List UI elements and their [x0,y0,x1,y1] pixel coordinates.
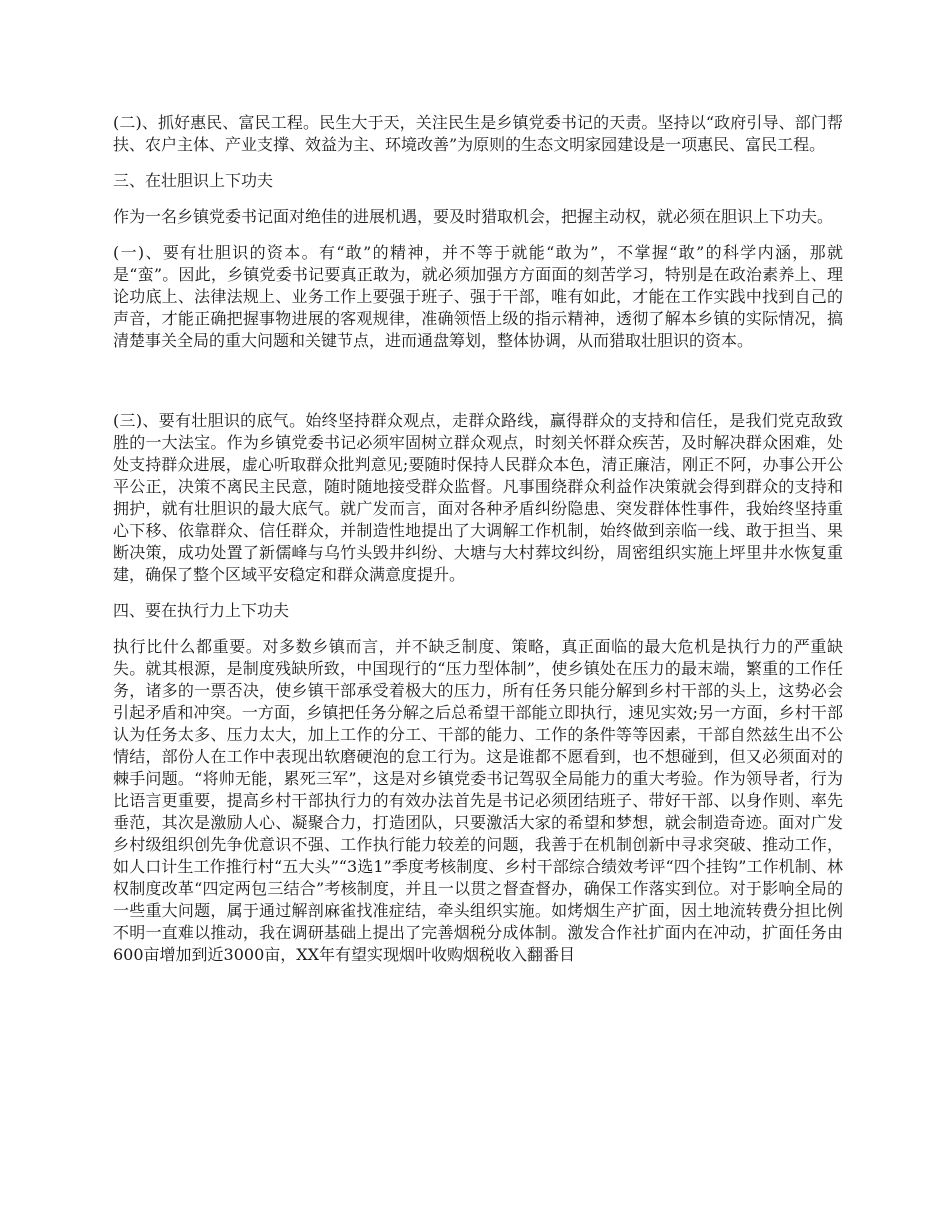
paragraph-courage-intro: 作为一名乡镇党委书记面对绝佳的进展机遇，要及时猎取机会，把握主动权，就必须在胆识上下功夫。 [113,207,834,226]
section-heading-execution: 四、要在执行力上下功夫 [113,601,290,620]
paragraph-courage-confidence: (三)、要有壮胆识的底气。始终坚持群众观点，走群众路线，赢得群众的支持和信任，是我们党克敌致胜的一大法宝。作为乡镇党委书记必须牢固树立群众观点，时刻关怀群众疾苦，及时解决群众困难，处处支持群众进展，虚心听取群众批判意见;要随时保持人民群众本色，清正廉洁，刚正不阿，办事公开公平公正，决策不离民主民意，随时随地接受群众监督。凡事围绕群众利益作决策就会得到群众的支持和拥护，就有壮胆识的最大底气。就广发而言，面对各种矛盾纠纷隐患、突发群体性事件，我始终坚持重心下移、依靠群众、信任群众，并制造性地提出了大调解工作机制，始终做到亲临一线、敢于担当、果断决策，成功处置了新儒峰与乌竹头毁井纠纷、大塘与大村葬坟纠纷，周密组织实施上坪里井水恢复重建，确保了整个区域平安稳定和群众满意度提升。 [113,411,843,584]
blank-gap [113,366,843,410]
section-heading-courage: 三、在壮胆识上下功夫 [113,171,274,190]
document-page [113,112,843,980]
paragraph-benefit-people: (二)、抓好惠民、富民工程。民生大于天，关注民生是乡镇党委书记的天责。坚持以“政府引导、部门帮扶、农户主体、产业支撑、效益为主、环境改善”为原则的生态文明家园建设是一项惠民、富民工程。 [113,113,843,154]
paragraph-courage-capital: (一)、要有壮胆识的资本。有“敢”的精神，并不等于就能“敢为”，不掌握“敢”的科学内涵，那就是“蛮”。因此，乡镇党委书记要真正敢为，就必须加强方方面面的刻苦学习，特别是在政治素养上、理论功底上、法律法规上、业务工作上要强于班子、强于干部，唯有如此，才能在工作实践中找到自己的声音，才能正确把握事物进展的客观规律，准确领悟上级的指示精神，透彻了解本乡镇的实际情况，搞清楚事关全局的重大问题和关键节点，进而通盘筹划，整体协调，从而猎取壮胆识的资本。 [113,243,843,350]
paragraph-execution: 执行比什么都重要。对多数乡镇而言，并不缺乏制度、策略，真正面临的最大危机是执行力的严重缺失。就其根源，是制度残缺所致，中国现行的“压力型体制”，使乡镇处在压力的最末端，繁重的工作任务，诸多的一票否决，使乡镇干部承受着极大的压力，所有任务只能分解到乡村干部的头上，这势必会引起矛盾和冲突。一方面，乡镇把任务分解之后总希望干部能立即执行，速见实效;另一方面，乡村干部认为任务太多、压力太大，加上工作的分工、干部的能力、工作的条件等等因素，干部自然兹生出不公情结，部份人在工作中表现出软磨硬泡的怠工行为。这是谁都不愿看到，也不想碰到，但又必须面对的棘手问题。“将帅无能，累死三军”，这是对乡镇党委书记驾驭全局能力的重大考验。作为领导者，行为比语言更重要，提高乡村干部执行力的有效办法首先是书记必须团结班子、带好干部、以身作则、率先垂范，其次是激励人心、凝聚合力，打造团队，只要激活大家的希望和梦想，就会制造奇迹。面对广发乡村级组织创先争优意识不强、工作执行能力较差的问题，我善于在机制创新中寻求突破、推动工作，如人口计生工作推行村“五大头”“3选1”季度考核制度、乡村干部综合绩效考评“四个挂钩”工作机制、林权制度改革“四定两包三结合”考核制度，并且一以贯之督查督办，确保工作落实到位。对于影响全局的一些重大问题，属于通过解剖麻雀找准症结，牵头组织实施。如烤烟生产扩面，因土地流转费分担比例不明一直难以推动，我在调研基础上提出了完善烟税分成体制。激发合作社扩面内在冲动，扩面任务由600亩增加到近3000亩，XX年有望实现烟叶收购烟税收入翻番目 [113,637,843,964]
